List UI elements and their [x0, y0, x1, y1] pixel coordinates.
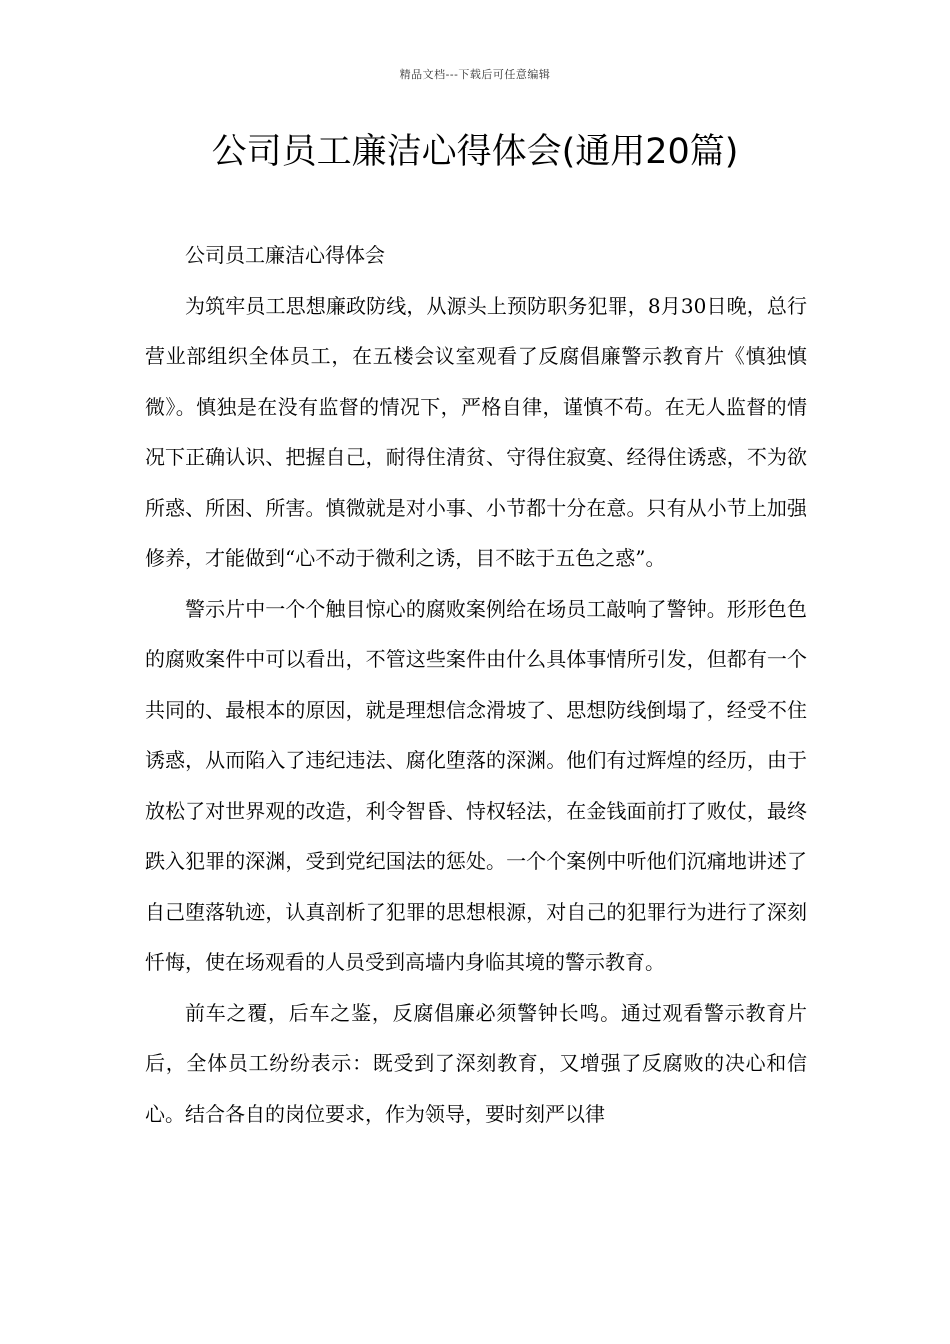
paragraph: 警示片中一个个触目惊心的腐败案例给在场员工敲响了警钟。形形色色的腐败案件中可以看出，不管这些案件由什么具体事情所引发，但都有一个共同的、最根本的原因，就是理想信念滑坡了、思想防线倒塌了，经受不住诱惑，从而陷入了违纪违法、腐化堕落的深渊。他们有过辉煌的经历，由于放松了对世界观的改造，利令智昏、恃权轻法，在金钱面前打了败仗，最终跌入犯罪的深渊，受到党纪国法的惩处。一个个案例中听他们沉痛地讲述了自己堕落轨迹，认真剖析了犯罪的思想根源，对自己的犯罪行为进行了深刻忏悔，使在场观看的人员受到高墙内身临其境的警示教育。 — [145, 596, 807, 974]
paragraph: 为筑牢员工思想廉政防线，从源头上预防职务犯罪，8月30日晚，总行营业部组织全体员工，在五楼会议室观看了反腐倡廉警示教育片《慎独慎微》。慎独是在没有监督的情况下，严格自律，谨慎不苟。在无人监督的情况下正确认识、把握自己，耐得住清贫、守得住寂寞、经得住诱惑，不为欲所惑、所困、所害。慎微就是对小事、小节都十分在意。只有从小节上加强修养，才能做到“心不动于微利之诱，目不眩于五色之惑”。 — [145, 293, 807, 570]
document-body — [145, 230, 807, 1139]
section-heading: 公司员工廉洁心得体会 — [185, 243, 385, 267]
paragraph: 前车之覆，后车之鉴，反腐倡廉必须警钟长鸣。通过观看警示教育片后，全体员工纷纷表示：既受到了深刻教育，又增强了反腐败的决心和信心。结合各自的岗位要求，作为领导，要时刻严以律 — [145, 1000, 807, 1126]
document-title: 公司员工廉洁心得体会(通用20篇) — [211, 132, 739, 172]
header-note: 精品文档---下载后可任意编辑 — [399, 68, 551, 81]
